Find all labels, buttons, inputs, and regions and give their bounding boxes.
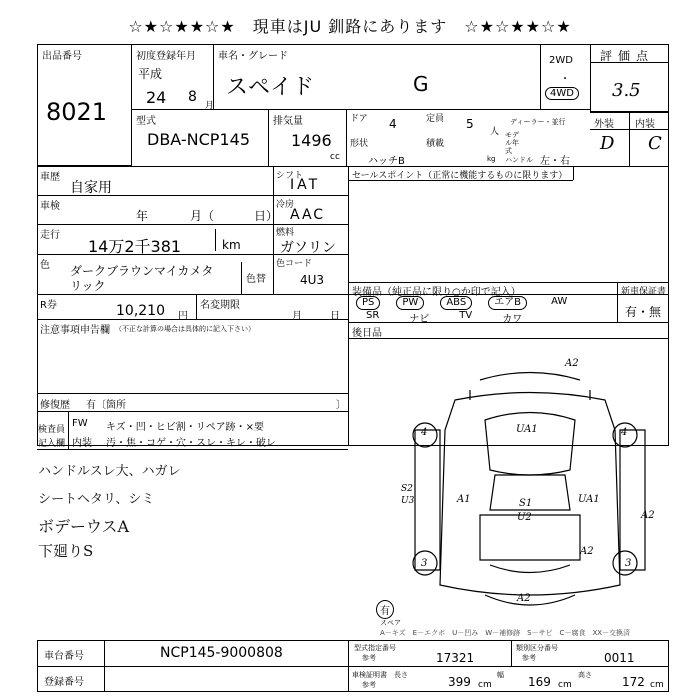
height-label: 高さ [578,671,592,679]
equipment-label: 装備品（純正品に限り○か印で記入） [352,287,521,298]
mark-ua1-right: UA1 [578,494,600,505]
divider [241,262,242,294]
equipment-leather: カワ [502,314,523,325]
length-unit: cm [478,680,492,690]
location-banner: ☆★☆★★☆★ 現車はJU 釧路にあります ☆★☆★★☆★ [128,17,572,36]
mark-a1-left: A1 [457,494,471,505]
shape-label: 形状 [350,139,369,149]
handwritten-note-4: 下廻りS [38,542,94,560]
dealer-label: ディーラー・並行 [510,118,566,126]
reg-no-label: 登録番号 [44,677,84,688]
score-value: 3.5 [612,80,641,101]
mark-s2: S2 [401,484,413,494]
divider [348,166,349,446]
divider [213,44,214,109]
check-row1-items: キズ・凹・ヒビ割・リペア跡・×要 [106,422,264,433]
divider [37,411,348,412]
mileage-label: 走行 [40,230,60,241]
displacement-value: 1496 [291,131,332,150]
interior-value: C [648,133,662,154]
front-bumper-outline [480,373,580,381]
divider [590,129,669,130]
length-value: 399 [448,675,471,689]
rear-window-outline [490,565,570,573]
left-side-outline [415,430,440,570]
width-value: 169 [528,675,551,689]
equipment-aw: AW [551,296,568,307]
divider [511,640,512,666]
height-value: 172 [622,675,645,689]
right-side-outline [620,430,645,570]
warranty-label: 新車保証書 [621,287,667,297]
mark-u3: U3 [401,496,415,506]
limit-label: 名変期限 [200,300,240,311]
lot-label: 出品番号 [42,51,82,62]
length-label: 長さ [394,671,408,679]
mark-a2-top: A2 [565,358,579,369]
handle-value: 左・右 [540,156,570,167]
mileage-unit: km [222,238,241,252]
type-spec-value: 17321 [436,651,475,665]
mark-a2-bottom: A2 [517,593,531,604]
equipment-ps: PS [356,296,380,310]
spare-yes-mark: 有 [376,600,394,619]
class-sub: 参考 [522,654,536,662]
shift-label: シフト [276,171,304,181]
handle-label: ハンドル [505,156,533,164]
model-year-label: モデル年式 [505,131,519,155]
history-label: 車歴 [40,172,60,183]
check-row2-label: 内装 [72,438,92,449]
width-label: 幅 [497,671,504,679]
aircon-value: AAC [290,207,326,223]
shift-value: IAT [290,177,321,193]
divider [348,666,669,667]
color-code-label: 色コード [276,259,313,269]
divider [68,411,69,449]
capacity-value: 5 [466,117,474,131]
divider [268,109,269,166]
divider [196,294,197,319]
equipment-sr: SR [366,310,380,321]
handwritten-note-1: ハンドルスレ大、ハガレ [38,464,181,479]
model-label: 型式 [136,116,156,127]
limit-month: 月 [292,311,302,322]
divider [37,449,348,450]
divider [573,166,574,180]
mark-4-right: 4 [621,427,628,438]
check-row1-label: FW [72,418,88,429]
height-unit: cm [650,680,664,690]
shape-value: ハッチB [368,156,405,167]
first-reg-month: 8 [188,89,197,105]
chassis-value: NCP145-9000808 [160,645,283,661]
divider [37,666,348,667]
equipment-pw: PW [396,296,424,310]
inspector-label-1: 検査員 [38,425,66,435]
interior-label: 内装 [635,119,655,130]
divider [273,166,274,294]
car-name-label: 車名・グレード [218,51,288,62]
damage-diagram [400,360,660,630]
inspection-label: 車検 [40,201,60,212]
repair-close: 〕 [336,400,346,411]
drive-dot: ・ [560,74,570,85]
inspection-year: 年 [136,209,149,223]
color-value-1: ダークブラウンマイカメタ [70,264,214,278]
displacement-unit: cc [330,152,340,162]
mark-3-left: 3 [421,558,428,569]
color-change-label: 色替 [246,274,266,285]
spare-label: スペア [380,619,401,627]
inspector-label-2: 記入欄 [38,439,66,449]
divider [37,195,348,196]
color-code-value: 4U3 [300,273,325,287]
model-value: DBA-NCP145 [147,130,250,149]
mark-a2-rear-right: A2 [580,546,594,557]
divider [215,229,216,251]
first-reg-era: 平成 [138,67,163,81]
check-row2-items: 汚・焦・コゲ・穴・スレ・キレ・破レ [106,438,276,449]
doors-label: ドア [350,114,368,124]
aircon-label: 冷房 [276,200,295,210]
mark-4-left: 4 [421,427,428,438]
equipment-tv: TV [459,310,473,321]
divider [37,224,348,225]
damage-legend: A－キズ E－エクボ U－凹み W－補修跡 S－サビ C－腐食 XX－交換済 [380,629,631,637]
first-reg-month-unit: 月 [205,101,215,111]
divider [348,338,669,339]
mark-a2-right: A2 [641,510,655,521]
first-reg-label: 初度登録年月 [136,51,196,62]
divider [540,44,541,109]
exterior-value: D [600,133,615,154]
exterior-label: 外装 [594,119,614,130]
car-name: スペイド [226,75,315,100]
drive-2wd: 2WD [549,55,573,66]
equipment-items [356,296,616,310]
divider [346,109,347,166]
handwritten-note-3: ボデーウスA [38,517,130,536]
divider [37,254,348,255]
divider [132,109,590,110]
divider [348,180,573,181]
notes-sub: （不正な計算の場合は具体的に記入下さい） [115,325,255,333]
equipment-airbag: エアB [488,296,527,310]
divider [617,282,618,322]
fuel-label: 燃料 [276,228,295,238]
width-unit: cm [558,680,572,690]
history-value: 自家用 [70,180,112,196]
mark-ua1-top: UA1 [516,424,538,435]
type-spec-sub: 参考 [362,654,376,662]
class-value: 0011 [604,651,635,665]
rear-label: 後日品 [352,328,382,339]
dims-label: 車検証明書 [352,671,387,679]
class-label: 類別区分番号 [516,644,558,652]
fuel-value: ガソリン [280,240,336,256]
recycle-label: R券 [40,300,57,311]
repair-value: 有〔箇所 [86,400,126,411]
lot-number: 8021 [46,98,108,126]
mileage-value: 14万2千381 [88,237,182,256]
divider [348,322,669,323]
handwritten-note-2: シートヘタリ、シミ [38,492,155,507]
recycle-value: 10,210 [116,303,165,319]
divider [37,319,348,320]
mark-s1: S1 [519,498,533,509]
limit-day: 日 [330,311,340,322]
repair-label: 修復歴 [40,400,70,411]
chassis-label: 車台番号 [44,651,84,662]
divider [37,393,348,394]
mark-u2: U2 [517,512,532,523]
equipment-navi: ナビ [409,314,430,325]
mark-3-right: 3 [625,558,632,569]
displacement-label: 排気量 [273,116,303,127]
capacity-label: 定員 [426,114,445,124]
divider [104,640,105,692]
dims-sub: 参考 [362,681,376,689]
load-unit: kg [487,155,496,163]
score-label: 評価点 [600,49,655,63]
first-reg-year: 24 [146,88,167,107]
capacity-unit: 人 [490,127,500,137]
warranty-value: 有・無 [625,305,662,319]
drive-4wd: 4WD [545,87,579,100]
equipment-abs: ABS [440,296,472,310]
divider [590,62,669,63]
divider [37,166,669,167]
color-label: 色 [40,260,50,271]
sales-point-label: セールスポイント（正常に機能するものに限ります） [352,171,568,181]
load-label: 積載 [426,139,445,149]
divider [629,112,630,166]
inspection-day: 日） [254,209,279,223]
type-spec-label: 型式指定番号 [354,644,396,652]
inspection-month: 月（ [190,209,215,223]
hood-outline [485,413,575,476]
notes-label: 注意事項申告欄 [40,325,110,336]
color-value-2: リック [70,279,106,293]
recycle-unit: 円 [178,311,188,322]
car-grade: G [413,72,429,96]
doors-value: 4 [389,117,397,131]
divider [348,282,669,283]
